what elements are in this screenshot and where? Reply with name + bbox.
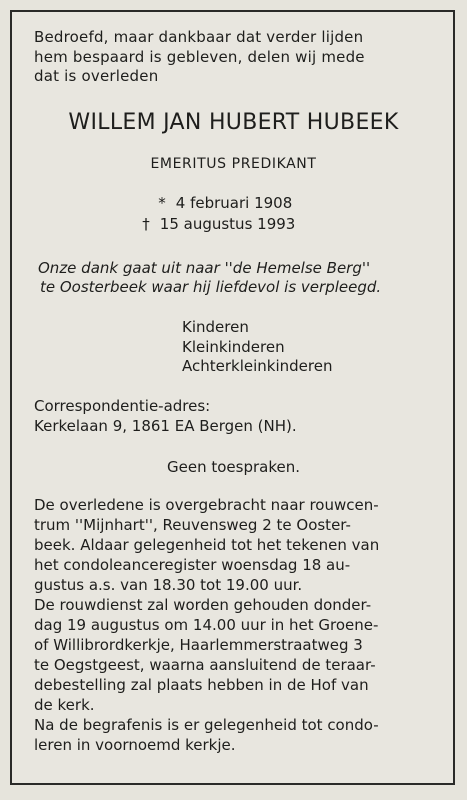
death-cross-icon: † [142,215,150,233]
details-line-12: Na de begrafenis is er gelegenheid tot condo- [34,716,379,734]
details-line-5: gustus a.s. van 18.30 tot 19.00 uur. [34,576,303,594]
details-line-2: trum ''Mijnhart'', Reuvensweg 2 te Ooster- [34,516,351,534]
thanks-line-1: Onze dank gaat uit naar ''de Hemelse Berg'' [38,259,371,277]
details-line-7: dag 19 augustus om 14.00 uur in het Groene- [34,616,379,634]
intro-line-1: Bedroefd, maar dankbaar dat verder lijden [34,28,364,46]
death-date-line [137,215,295,233]
birth-date-line [153,194,292,212]
deceased-name: WILLEM JAN HUBERT HUBEEK [68,110,399,135]
intro-line-2: hem bespaard is gebleven, delen wij mede [34,48,365,66]
details-line-6: De rouwdienst zal worden gehouden donder- [34,596,372,614]
intro-line-3: dat is overleden [34,67,159,85]
death-date: 15 augustus 1993 [159,215,296,233]
thanks-line-2: te Oosterbeek waar hij liefdevol is verpleegd. [40,278,382,296]
details-line-8: of Willibrordkerkje, Haarlemmerstraatweg 3 [34,636,363,654]
birth-symbol-icon: * [158,194,166,212]
no-speeches: Geen toespraken. [167,458,300,476]
correspondence-label: Correspondentie-adres: [34,397,211,415]
family-children: Kinderen [182,318,249,336]
details-line-3: beek. Aldaar gelegenheid tot het tekenen van [34,536,380,554]
correspondence-address: Kerkelaan 9, 1861 EA Bergen (NH). [34,417,297,435]
birth-date: 4 februari 1908 [175,194,293,212]
details-line-1: De overledene is overgebracht naar rouwcen- [34,496,379,514]
details-line-11: de kerk. [34,696,95,714]
details-line-4: het condoleanceregister woensdag 18 au- [34,556,351,574]
family-grandchildren: Kleinkinderen [182,338,285,356]
details-line-9: te Oegstgeest, waarna aansluitend de teraar- [34,656,376,674]
deceased-title: EMERITUS PREDIKANT [150,156,317,172]
details-line-13: leren in voornoemd kerkje. [34,736,236,754]
details-line-10: debestelling zal plaats hebben in de Hof van [34,676,369,694]
family-great-grandchildren: Achterkleinkinderen [182,357,333,375]
